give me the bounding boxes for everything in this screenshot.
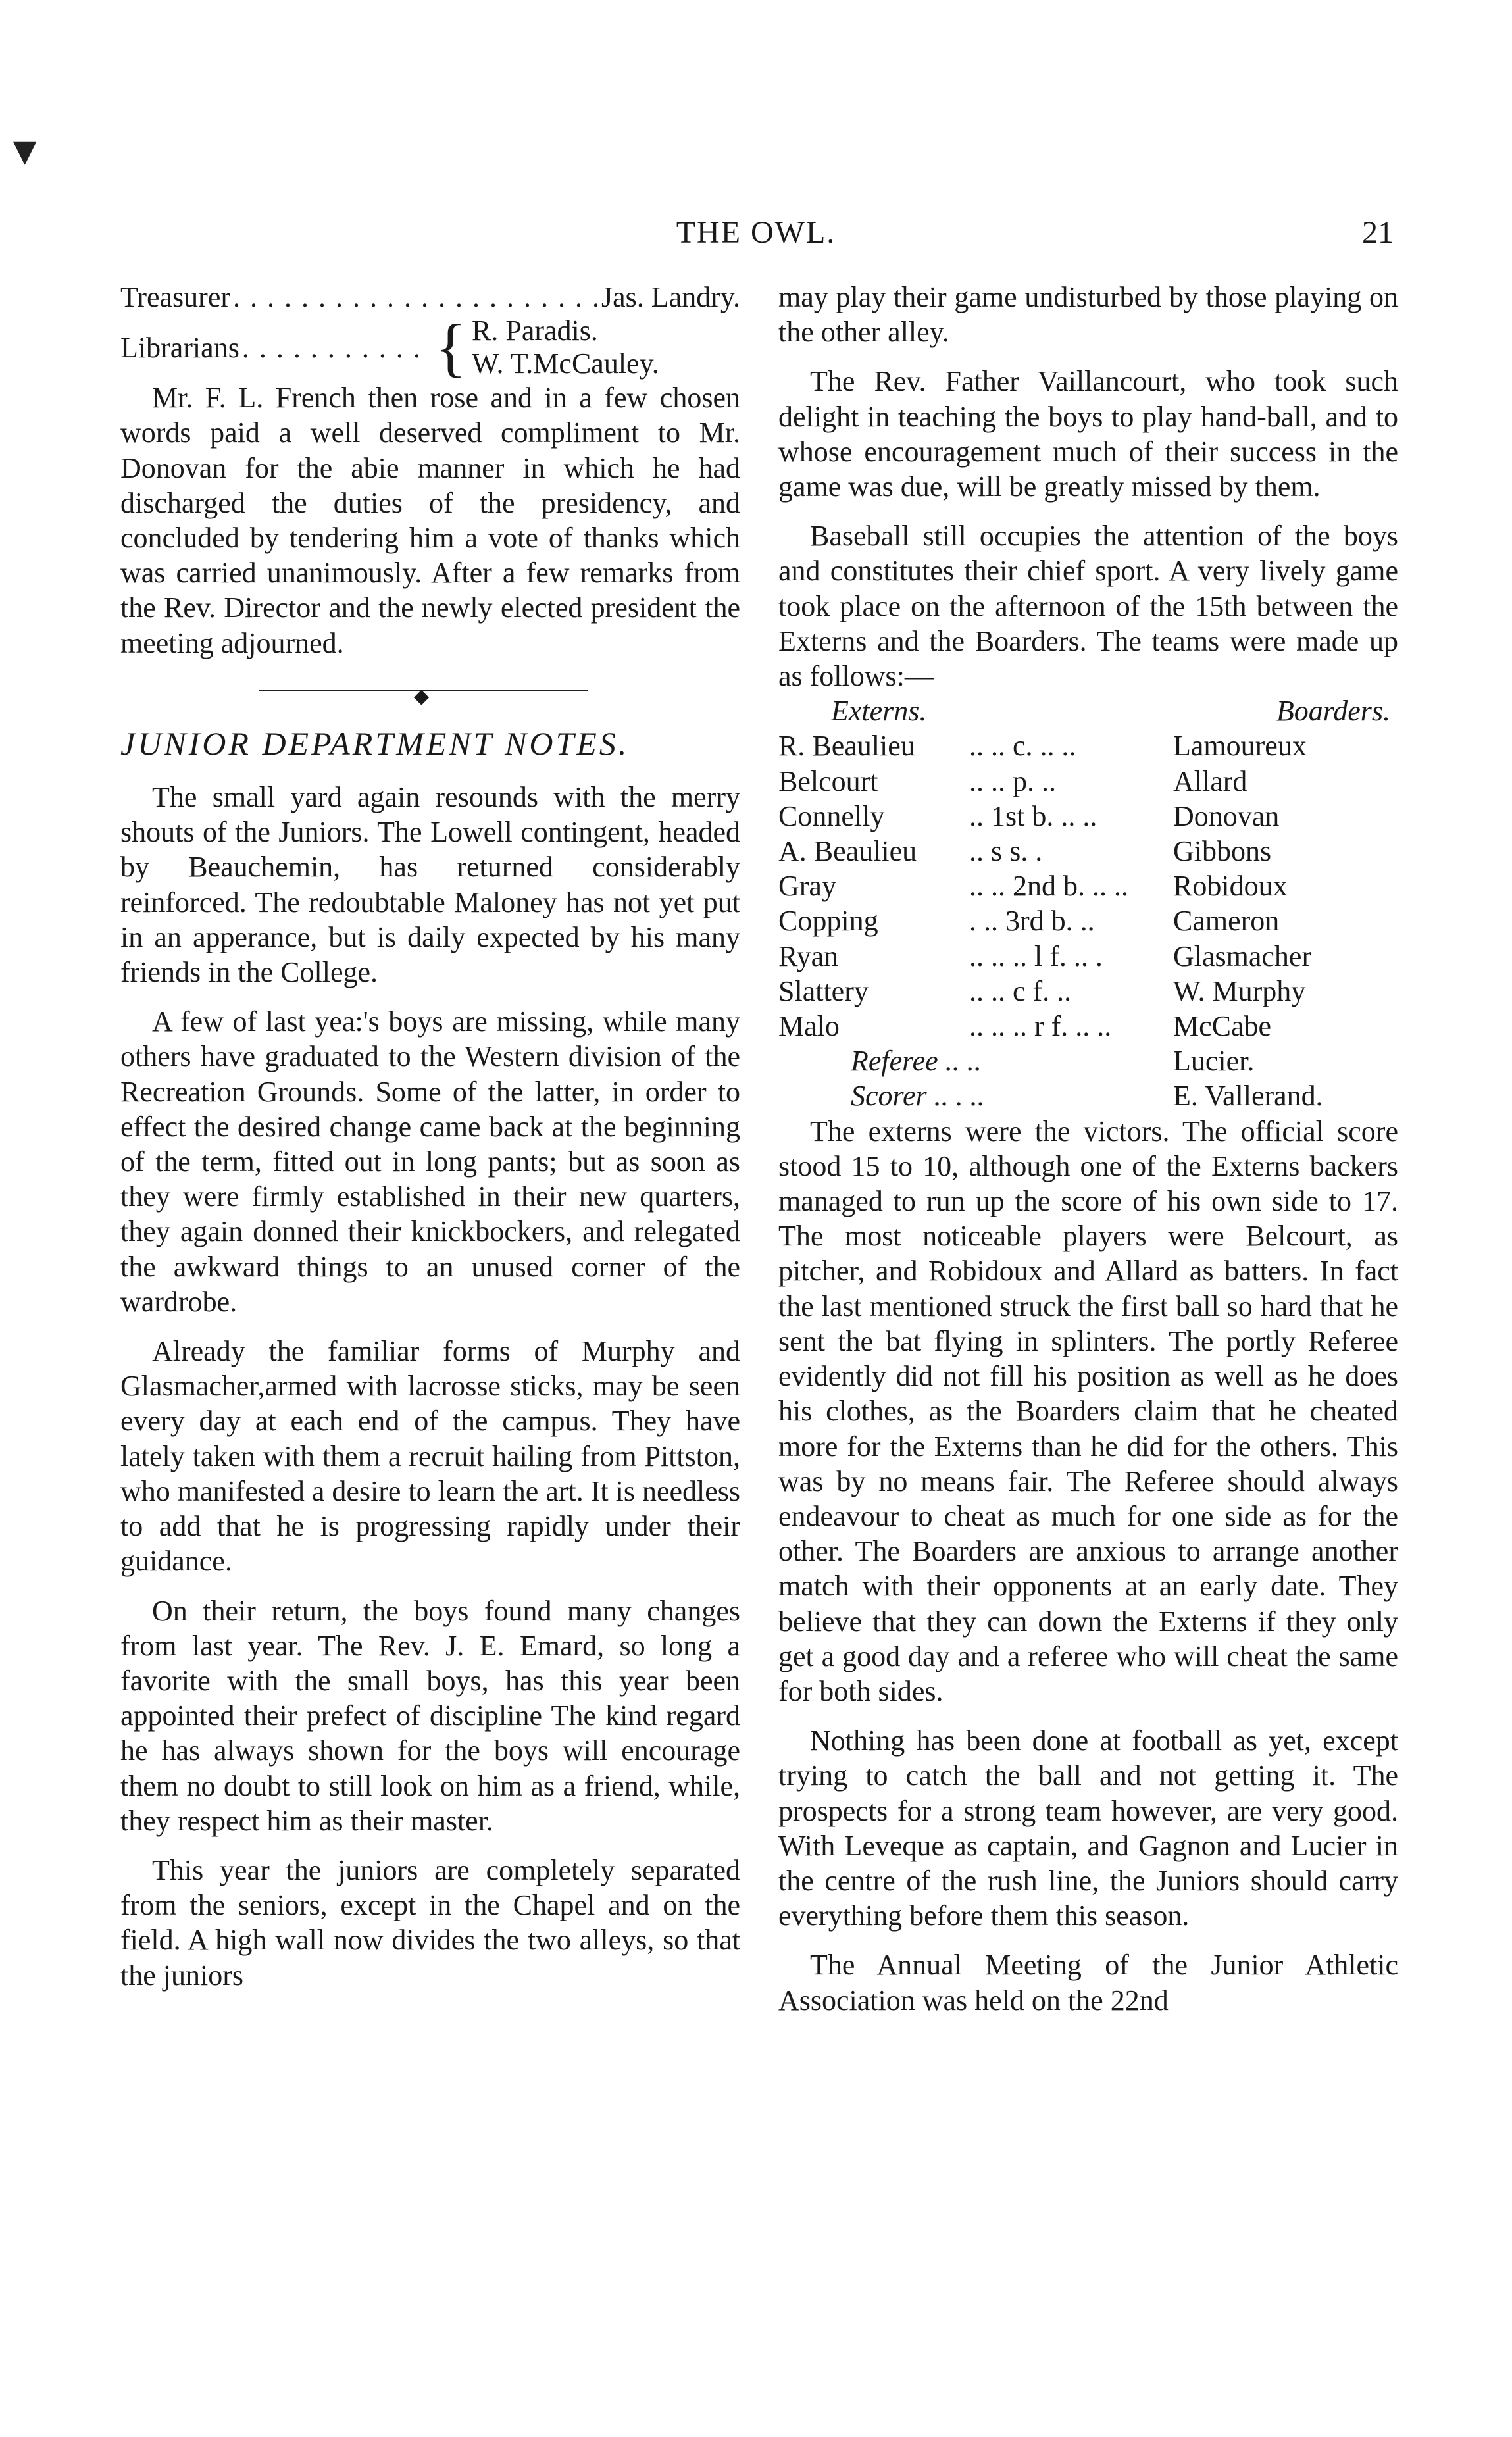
librarian-name: R. Paradis. xyxy=(472,314,598,347)
scorer-name: E. Vallerand. xyxy=(1173,1080,1323,1113)
divider-ornament-icon: ◆ xyxy=(414,685,430,707)
lineup-row: Ryan .. .. .. l f. .. . Glasmacher xyxy=(778,940,1312,972)
leader-dots xyxy=(233,280,599,314)
treasurer-line xyxy=(120,280,740,314)
leader-dots xyxy=(242,330,427,365)
paragraph: The externs were the victors. The official score stood 15 to 10, although one of the Externs backers managed to run up the score of his own side to 17. The most noticeable players were Belcourt, as pitcher, and Robidoux and Allard as batters. In fact the last mentioned struck the first ball so hard that he sent the bat flying in splinters. The portly Referee evidently did not fill his position as well as he does his clothes, as the Boarders claim that he cheated more for the Externs than he did for the others. This was by no means fair. The Referee should always endeavour to cheat as much for one side as for the other. The Boarders are anxious to arrange another match with their opponents at an early date. They believe that they can down the Externs if they only get a good day and a referee who will cheat the same for both sides. xyxy=(778,1115,1398,1707)
paragraph: The Rev. Father Vaillancourt, who took such delight in teaching the boys to play hand-ball, and to whose encouragement much of their success in the game was due, will be greatly missed by them. xyxy=(778,365,1398,503)
page-number: 21 xyxy=(1362,215,1394,250)
librarian-name: W. T.McCauley. xyxy=(472,347,659,380)
lineup-row: Malo .. .. .. r f. .. .. McCabe xyxy=(778,1010,1272,1043)
paragraph: Mr. F. L. French then rose and in a few chosen words paid a well deserved compliment to Mr. Donovan for the abie manner in which he had discharged the duties of the presidency, and concluded by tendering him a vote of thanks which was carried unanimously. After a few remarks from the Rev. Director and the newly elected president the meeting adjourned. xyxy=(120,382,740,659)
lineup-table xyxy=(778,728,1398,1043)
librarians-label: Librarians xyxy=(120,331,239,364)
brace-glyph: { xyxy=(435,311,466,384)
lineup-row: Belcourt .. .. p. .. Allard xyxy=(778,765,1247,797)
lineup-row: Slattery .. .. c f. .. W. Murphy xyxy=(778,974,1306,1007)
scorer-line: Scorer .. . .. E. Vallerand. xyxy=(778,1078,1398,1113)
right-column xyxy=(778,280,1398,2018)
librarians-line xyxy=(120,311,740,384)
referee-name: Lucier. xyxy=(1173,1045,1255,1078)
paragraph: Baseball still occupies the attention of the boys and constitutes their chief sport. A very lively game took place on the afternoon of the 15th between the Externs and the Boarders. The teams were made up as follows:— xyxy=(778,520,1398,693)
lineup-row: A. Beaulieu .. s s. . Gibbons xyxy=(778,835,1272,868)
referee-label: Referee xyxy=(851,1045,938,1078)
paragraph: The Annual Meeting of the Junior Athletic Association was held on the 22nd xyxy=(778,1949,1398,2017)
lineup-row: Gray .. .. 2nd b. .. .. Robidoux xyxy=(778,870,1288,903)
running-head xyxy=(0,214,1512,254)
lineup-row: R. Beaulieu .. .. c. .. .. Lamoureux xyxy=(778,730,1307,763)
section-divider xyxy=(120,674,740,707)
scorer-label: Scorer xyxy=(851,1080,927,1113)
paragraph: This year the juniors are completely separated from the seniors, except in the Chapel and on the field. A high wall now divides the two alleys, so that the juniors xyxy=(120,1853,740,1992)
left-column xyxy=(120,280,740,1993)
journal-title: THE OWL. xyxy=(676,215,836,250)
referee-line: Referee .. .. Lucier. xyxy=(778,1043,1398,1078)
paragraph: Already the familiar forms of Murphy and Glasmacher,armed with lacrosse sticks, may be seen every day at each end of the campus. They have lately taken with them a recruit hailing from Pittston, who manifested a desire to learn the art. It is needless to add that he is progressing rapidly under their guidance. xyxy=(120,1335,741,1578)
binding-mark: ▼ xyxy=(5,130,45,173)
lineup-row: Copping . .. 3rd b. .. Cameron xyxy=(778,905,1280,938)
treasurer-name: Jas. Landry. xyxy=(601,281,740,313)
paragraph: Nothing has been done at football as yet, except trying to catch the ball and not getting it. The prospects for a strong team however, are very good. With Leveque as captain, and Gagnon and Lucier in the centre of the rush line, the Juniors should carry everything before them this season. xyxy=(778,1724,1398,1932)
paragraph: A few of last yea:'s boys are missing, while many others have graduated to the Western division of the Recreation Grounds. Some of the latter, in order to effect the desired change came back at the beginning of the term, fitted out in long pants; but as soon as they were firmly established in their new quarters, they again donned their knickbockers, and relegated the awkward things to an unused corner of the wardrobe. xyxy=(120,1005,740,1318)
lineup-header xyxy=(778,693,1398,728)
boarders-heading: Boarders. xyxy=(1276,695,1390,728)
externs-heading: Externs. xyxy=(831,695,927,728)
section-heading: JUNIOR DEPARTMENT NOTES. xyxy=(120,724,630,762)
paragraph: The small yard again resounds with the merry shouts of the Juniors. The Lowell contingent, headed by Beauchemin, has returned considerably reinforced. The redoubtable Maloney has not yet put in an apperance, but is daily expected by his many friends in the College. xyxy=(120,781,740,989)
lineup-row: Connelly .. 1st b. .. .. Donovan xyxy=(778,799,1280,832)
treasurer-label: Treasurer xyxy=(120,281,230,313)
paragraph: may play their game undisturbed by those playing on the other alley. xyxy=(778,281,1398,349)
paragraph: On their return, the boys found many changes from last year. The Rev. J. E. Emard, so long a favorite with the small boys, has this year been appointed their prefect of discipline The kind regard he has always shown for the boys will encourage them no doubt to still look on him as a friend, while, they respect him as their master. xyxy=(120,1594,740,1837)
